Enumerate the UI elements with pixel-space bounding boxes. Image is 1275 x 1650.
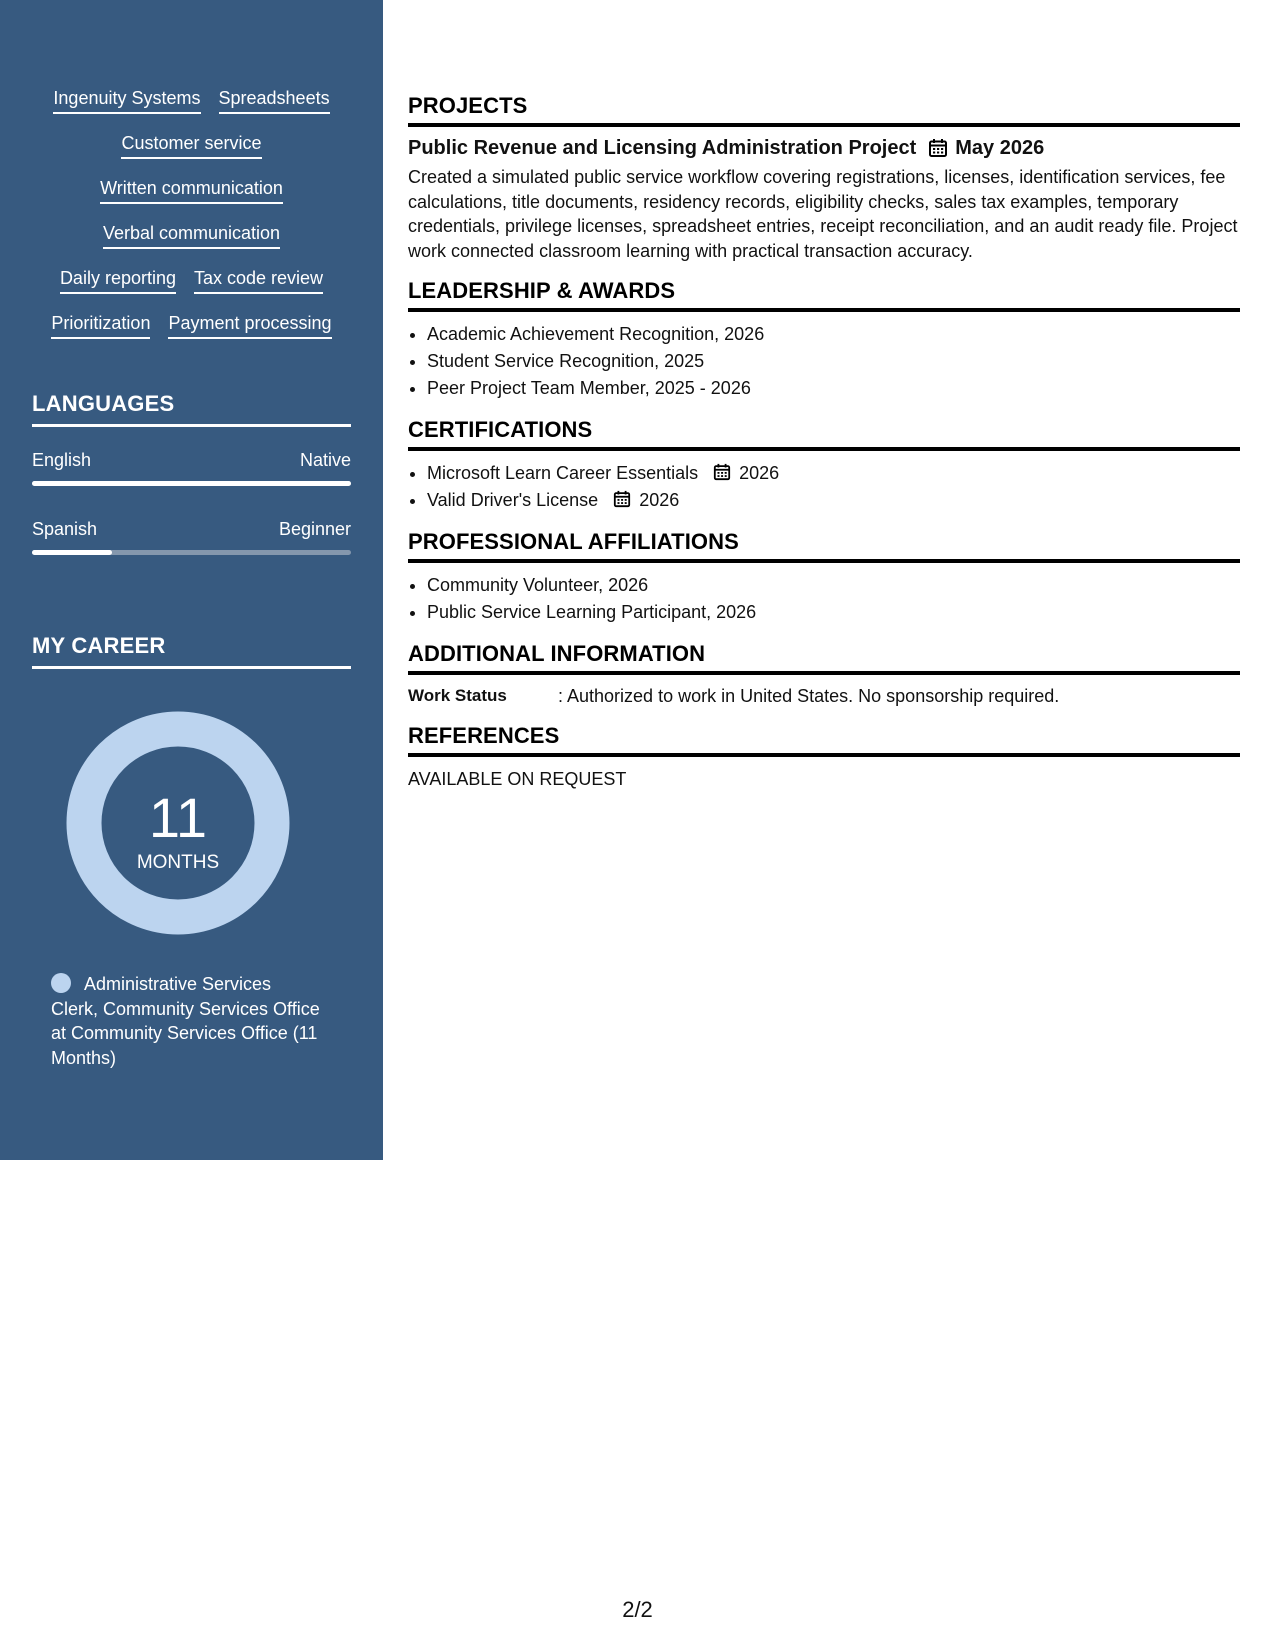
- calendar-icon: [613, 490, 631, 508]
- section-title: ADDITIONAL INFORMATION: [408, 640, 1240, 675]
- skill-row: [0, 221, 383, 266]
- page-number: 2/2: [622, 1597, 653, 1622]
- project-name: Public Revenue and Licensing Administration Project: [408, 137, 917, 159]
- language-english: [32, 448, 351, 486]
- list-item: • Peer Project Team Member, 2025 - 2026: [427, 375, 1240, 402]
- language-proficiency-fill: [32, 481, 351, 486]
- skill-tag: Customer service: [121, 131, 261, 159]
- list-item: • Community Volunteer, 2026: [427, 572, 1240, 599]
- references-section: [408, 722, 1240, 791]
- language-level: Beginner: [278, 519, 351, 539]
- leadership-section: [408, 277, 1240, 402]
- section-title: PROJECTS: [408, 92, 1240, 127]
- section-title: PROFESSIONAL AFFILIATIONS: [408, 528, 1240, 563]
- affiliations-list: [408, 572, 1240, 626]
- career-heading: MY CAREER: [32, 632, 351, 669]
- skill-row: [0, 131, 383, 176]
- work-status-label: Work Status: [408, 686, 507, 705]
- language-name: English: [32, 450, 92, 470]
- skill-tag: Spreadsheets: [219, 86, 330, 114]
- sidebar: [0, 0, 383, 1160]
- certification-name: Microsoft Learn Career Essentials: [427, 463, 699, 483]
- calendar-icon: [928, 138, 948, 158]
- project-header: [408, 135, 1240, 161]
- language-spanish: [32, 517, 351, 555]
- legend-dot-icon: [51, 973, 71, 993]
- calendar-icon: [713, 463, 731, 481]
- skill-row: [0, 266, 383, 311]
- skills-list: [0, 86, 383, 356]
- section-title: CERTIFICATIONS: [408, 416, 1240, 451]
- languages-heading: LANGUAGES: [32, 390, 351, 427]
- skill-tag: Verbal communication: [103, 221, 280, 249]
- skill-row: [0, 176, 383, 221]
- skill-tag: Payment processing: [168, 311, 331, 339]
- work-status-value: : Authorized to work in United States. No sponsorship required.: [558, 686, 1060, 706]
- list-item: [427, 487, 1240, 514]
- skill-row: [0, 86, 383, 131]
- project-date: May 2026: [955, 137, 1045, 159]
- project-description: Created a simulated public service workflow covering registrations, licenses, identification services, fee calculations, title documents, residency records, eligibility checks, sales tax examples, temporary credentials, privilege licenses, spreadsheet entries, receipt reconciliation, and an audit ready file. Project work connected classroom learning with practical transaction accuracy.: [408, 167, 1238, 261]
- career-donut-chart: [66, 711, 290, 935]
- language-level: Native: [299, 450, 351, 470]
- list-item: [427, 460, 1240, 487]
- language-name: Spanish: [32, 519, 98, 539]
- affiliations-section: [408, 528, 1240, 626]
- certifications-list: [408, 460, 1240, 514]
- projects-section: [408, 92, 1240, 263]
- references-text: AVAILABLE ON REQUEST: [408, 769, 627, 789]
- leadership-list: [408, 321, 1240, 402]
- certification-name: Valid Driver's License: [427, 490, 599, 510]
- skill-tag: Ingenuity Systems: [53, 86, 200, 114]
- skill-tag: Daily reporting: [60, 266, 176, 294]
- section-title: LEADERSHIP & AWARDS: [408, 277, 1240, 312]
- skill-row: [0, 311, 383, 356]
- certifications-section: [408, 416, 1240, 514]
- skill-tag: Prioritization: [51, 311, 150, 339]
- skill-tag: Tax code review: [194, 266, 323, 294]
- section-title: REFERENCES: [408, 722, 1240, 757]
- additional-info-section: [408, 640, 1240, 708]
- list-item: • Student Service Recognition, 2025: [427, 348, 1240, 375]
- language-proficiency-bar: [32, 481, 351, 486]
- list-item: • Public Service Learning Participant, 2026: [427, 599, 1240, 626]
- work-status-row: [408, 684, 1240, 708]
- career-legend-text: Administrative Services Clerk, Community Services Office at Community Services Office (11 Months): [51, 974, 320, 1068]
- career-months-number: 11: [148, 786, 208, 849]
- main-content: [408, 92, 1240, 805]
- skill-tag: Written communication: [100, 176, 283, 204]
- language-proficiency-bar: [32, 550, 351, 555]
- certification-year: 2026: [639, 490, 680, 510]
- list-item: • Academic Achievement Recognition, 2026: [427, 321, 1240, 348]
- career-months-unit: MONTHS: [136, 852, 220, 873]
- language-proficiency-fill: [32, 550, 112, 555]
- career-legend: [51, 972, 321, 1070]
- certification-year: 2026: [739, 463, 780, 483]
